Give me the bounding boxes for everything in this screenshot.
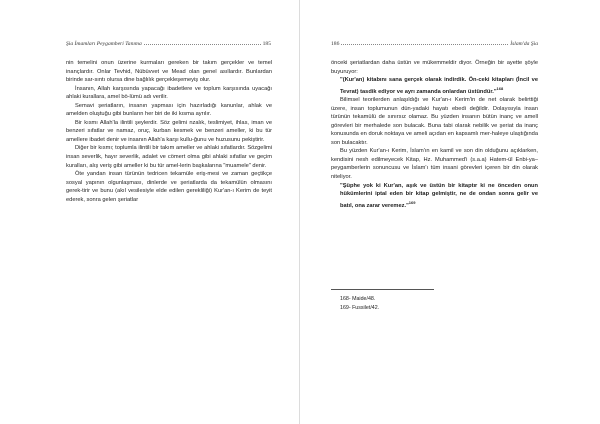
paragraph: Öte yandan insan türünün tedricen tekamüle eriş-mesi ve zaman geçtikçe sosyal yapının olgunlaşması, dinlerde ve şeriatlarda da tekamülün olmasını gerek-tirir ve bunu (akıl vesilesiyle elde edilen gerekliliği) Kur'an-ı Kerim de teyit ederek, sonra gelen şeriatlar xyxy=(66,171,272,203)
quote-text: "(Kur'an) kitabını sana gerçek olarak indirdik. Ön-ceki kitapları (İncil ve Tevrat) tasdik ediyor ve ayrı zamanda onlardan üstündür." xyxy=(340,77,538,95)
leader-dots xyxy=(341,44,508,45)
left-page-body xyxy=(66,59,272,204)
paragraph: Bilimsel teorilerden anlaşıldığı ve Kur'an-ı Kerim'in de net olarak belirttiği üzere, insan toplumunun dün-yadaki hayatı ebedi değildir. Dolayısıyla insan türünün tekamülü de sınırsız olamaz. Bu yüzden insanın bütün inanç ve amell görevleri bir merhalede son bulacak. Buna tabi olarak nebilik ve şeriat da inanç konusunda en doruk noktaya ve ameli açıdan en kapsamlı mer-haleye ulaştığında son bulacaktır. xyxy=(331,97,538,146)
left-running-title: Şia İmamları Peygamberi Tanıma xyxy=(66,41,142,47)
paragraph: İnsanın, Allah karşısında yapacağı ibadetlere ve toplum karşısında uyacağı ahlaki kurallara, amel bö-lümü adı verilir. xyxy=(66,85,272,101)
right-running-head xyxy=(331,41,538,47)
right-page-body xyxy=(331,59,538,210)
paragraph: Diğer bir kısmı; toplumla ilintili bir takım ameller ve ahlaki sıfatlardır. Sözgelimi insan severlik, hayır severlik, adalet ve cömert olma gibi ahlaki sıfatlar ve geçim kuralları, alış veriş gibi ameller ki bu tür amel-lerin başkalarına "muamele" denir. xyxy=(66,145,272,169)
footnote: 168- Maide/48. xyxy=(340,296,376,302)
footnote-rule xyxy=(331,289,434,290)
right-running-title: İslam'da Şia xyxy=(510,41,538,47)
quran-quote xyxy=(331,182,538,211)
left-running-head xyxy=(66,41,271,47)
footnote-ref: 168 xyxy=(496,85,504,91)
right-page xyxy=(300,0,600,424)
quote-text: "Şüphe yok ki Kur'an, aşık ve üstün bir kitaptır ki ne önceden onun hükümlerini iptal eden bir kitap gelmiştir, ne de ondan sonra gelir ve batıl, ona zarar veremez." xyxy=(340,182,538,209)
footnote: 169- Fussilet/42. xyxy=(340,305,380,311)
paragraph: Semavi şeriatların, insanın yapması için hazırladığı kanunlar, ahlak ve amelden oluştuğu gibi bunların her biri de iki kısma ayrılır. xyxy=(66,102,272,118)
footnotes xyxy=(340,295,379,313)
quran-quote xyxy=(331,76,538,96)
left-page-number: 185 xyxy=(262,41,271,47)
paragraph: nin temelini onun üzerine kurmaları gereken bir takım gerçekler ve temel inançlardır. Onlar Tevhid, Nübüvvet ve Mead olan genel asıllardır. Bunlardan birinde sar-sıntı olursa dine bağlılık gerçekleşemeyiş olur. xyxy=(66,60,272,84)
paragraph: önceki şeriatlardan daha üstün ve mükemmeldir diyor. Örneğin bir ayette şöyle buyuruyor: xyxy=(331,60,538,75)
leader-dots xyxy=(144,44,261,45)
right-page-number: 186 xyxy=(331,41,340,47)
paragraph: Bu yüzden Kur'an-ı Kerim, İslam'ın en kamil ve son din olduğunu açıklarken, kendisini nesh edilmeyecek Kitap, Hz. Muhammed'i (s.a.a) Hatem-ül Enbi-ya–peygamberlerin sonuncusu ve İslam'ı tüm insani görevleri içeren bir din olarak niteliyor. xyxy=(331,148,538,180)
paragraph: Bir kısmı Allah'la ilintili şeylerdir. Söz gelimi nzalık, teslimiyet, ihlas, iman ve benzeri sıfatlar ve namaz, oruç, kurban kesmek ve benzeri ameller, ki bu tür amellere ibadet denir ve insanın Allah'a karşı kullu-ğunu ve huzusunu pekiştirir. xyxy=(66,119,272,143)
footnote-ref: 169 xyxy=(408,199,416,205)
